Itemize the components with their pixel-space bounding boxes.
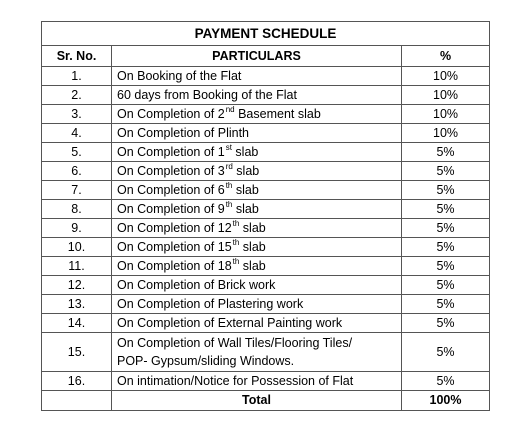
row-particulars (112, 162, 402, 181)
ordinal-suffix: th (232, 238, 240, 247)
ordinal-suffix: rd (225, 162, 233, 171)
table-row (42, 333, 490, 372)
schedule-rows (42, 67, 490, 391)
table-row (42, 105, 490, 124)
row-sr-no: 4. (42, 124, 112, 143)
total-row (42, 391, 490, 411)
row-particulars (112, 372, 402, 391)
row-percent: 5% (402, 372, 490, 391)
table-row (42, 86, 490, 105)
row-particulars (112, 333, 402, 372)
row-particulars (112, 124, 402, 143)
particulars-text: On Completion of Plastering work (117, 297, 304, 311)
row-sr-no: 6. (42, 162, 112, 181)
row-particulars (112, 257, 402, 276)
table-row (42, 67, 490, 86)
table-row (42, 257, 490, 276)
row-particulars (112, 238, 402, 257)
table-row (42, 181, 490, 200)
row-sr-no: 9. (42, 219, 112, 238)
row-percent: 10% (402, 67, 490, 86)
title-row (42, 22, 490, 46)
row-percent: 5% (402, 276, 490, 295)
ordinal-suffix: th (225, 200, 233, 209)
row-percent: 5% (402, 295, 490, 314)
row-percent: 10% (402, 105, 490, 124)
row-percent: 5% (402, 238, 490, 257)
row-percent: 5% (402, 181, 490, 200)
particulars-text-tail: slab (239, 240, 266, 254)
ordinal-suffix: th (232, 257, 240, 266)
table-title: PAYMENT SCHEDULE (42, 22, 490, 46)
row-particulars (112, 219, 402, 238)
row-sr-no: 7. (42, 181, 112, 200)
table-row (42, 295, 490, 314)
table-row (42, 219, 490, 238)
row-particulars (112, 67, 402, 86)
row-sr-no: 11. (42, 257, 112, 276)
particulars-text-tail: slab (232, 183, 259, 197)
row-particulars (112, 314, 402, 333)
row-particulars (112, 143, 402, 162)
ordinal-suffix: th (232, 219, 240, 228)
particulars-text: On intimation/Notice for Possession of Flat (117, 374, 354, 388)
particulars-text: On Completion of 9 (117, 202, 225, 216)
particulars-text: On Completion of 12 (117, 221, 232, 235)
total-empty-cell (42, 391, 112, 411)
row-sr-no: 3. (42, 105, 112, 124)
particulars-text: On Completion of 3 (117, 164, 225, 178)
particulars-text: 60 days from Booking of the Flat (117, 88, 297, 102)
row-sr-no: 16. (42, 372, 112, 391)
row-percent: 5% (402, 200, 490, 219)
table-row (42, 200, 490, 219)
particulars-text: On Completion of Plinth (117, 126, 250, 140)
row-percent: 5% (402, 219, 490, 238)
total-label: Total (112, 391, 402, 411)
particulars-text-tail: slab (232, 202, 259, 216)
particulars-text: On Completion of 15 (117, 240, 232, 254)
particulars-text-line2: POP- Gypsum/sliding Windows. (117, 354, 295, 368)
particulars-text: On Completion of External Painting work (117, 316, 343, 330)
particulars-text-tail: slab (232, 164, 260, 178)
particulars-text-tail: slab (239, 259, 266, 273)
header-percent: % (402, 46, 490, 67)
particulars-text-tail: Basement slab (234, 107, 321, 121)
row-particulars (112, 200, 402, 219)
row-sr-no: 10. (42, 238, 112, 257)
row-particulars (112, 295, 402, 314)
particulars-text: On Completion of 18 (117, 259, 232, 273)
ordinal-suffix: nd (225, 105, 235, 114)
particulars-text: On Completion of 6 (117, 183, 225, 197)
particulars-text: On Completion of 1 (117, 145, 225, 159)
row-sr-no: 8. (42, 200, 112, 219)
row-particulars (112, 181, 402, 200)
table-row (42, 276, 490, 295)
row-sr-no: 14. (42, 314, 112, 333)
payment-schedule-sheet (41, 21, 489, 411)
table-row (42, 162, 490, 181)
row-percent: 5% (402, 143, 490, 162)
row-particulars (112, 105, 402, 124)
table-row (42, 314, 490, 333)
payment-schedule-table (41, 21, 490, 411)
row-sr-no: 5. (42, 143, 112, 162)
header-sr-no: Sr. No. (42, 46, 112, 67)
row-particulars (112, 276, 402, 295)
header-particulars: PARTICULARS (112, 46, 402, 67)
row-sr-no: 13. (42, 295, 112, 314)
ordinal-suffix: th (225, 181, 233, 190)
particulars-text-tail: slab (231, 145, 259, 159)
row-percent: 5% (402, 333, 490, 372)
table-row (42, 238, 490, 257)
particulars-text-tail: slab (239, 221, 266, 235)
row-percent: 5% (402, 162, 490, 181)
particulars-text: On Completion of 2 (117, 107, 225, 121)
row-sr-no: 2. (42, 86, 112, 105)
particulars-text: On Booking of the Flat (117, 69, 242, 83)
row-sr-no: 1. (42, 67, 112, 86)
row-percent: 10% (402, 86, 490, 105)
ordinal-suffix: st (225, 143, 232, 152)
total-percent: 100% (402, 391, 490, 411)
particulars-text: On Completion of Wall Tiles/Flooring Tiles/ (117, 336, 353, 350)
table-row (42, 143, 490, 162)
row-sr-no: 12. (42, 276, 112, 295)
row-percent: 5% (402, 314, 490, 333)
particulars-text: On Completion of Brick work (117, 278, 276, 292)
row-sr-no: 15. (42, 333, 112, 372)
row-particulars (112, 86, 402, 105)
table-row (42, 372, 490, 391)
row-percent: 10% (402, 124, 490, 143)
header-row (42, 46, 490, 67)
table-row (42, 124, 490, 143)
row-percent: 5% (402, 257, 490, 276)
